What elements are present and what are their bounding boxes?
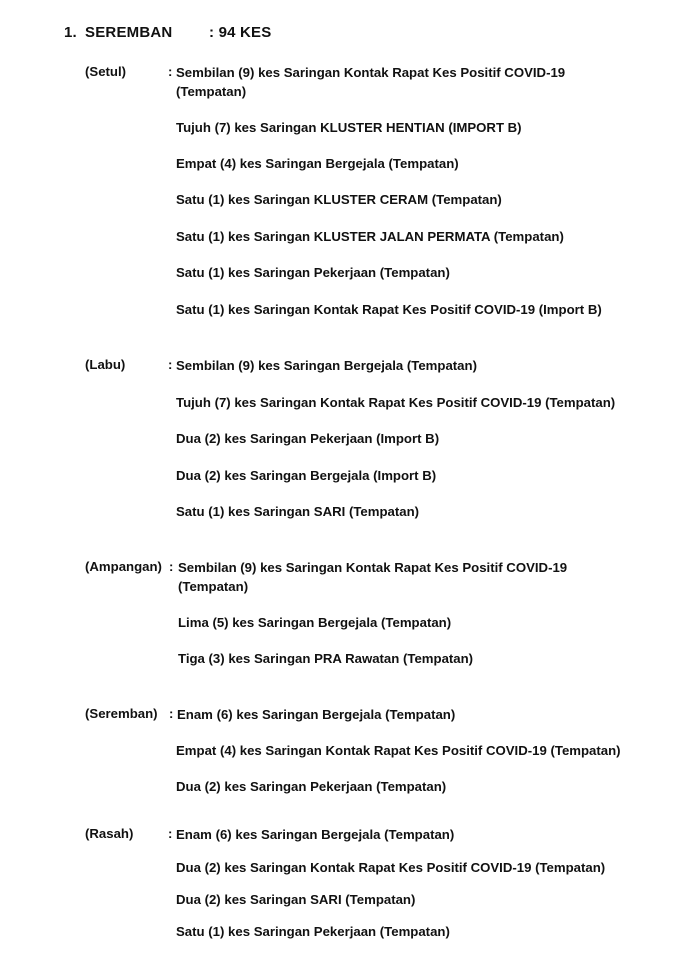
area-label-setul: (Setul)	[85, 64, 127, 79]
district-name: SEREMBAN	[85, 24, 173, 41]
list-item: Satu (1) kes Saringan SARI (Tempatan)	[176, 504, 420, 519]
list-item: Dua (2) kes Saringan Pekerjaan (Import B)	[176, 431, 440, 446]
list-item: Dua (2) kes Saringan Pekerjaan (Tempatan)	[176, 779, 447, 794]
list-item: Empat (4) kes Saringan Kontak Rapat Kes Positif COVID-19 (Tempatan)	[176, 743, 621, 758]
area-colon: :	[168, 64, 173, 79]
area-label-labu: (Labu)	[85, 357, 126, 372]
area-colon: :	[169, 706, 174, 721]
list-item: Satu (1) kes Saringan Pekerjaan (Tempatan)	[176, 924, 450, 939]
area-label-seremban: (Seremban)	[85, 706, 158, 721]
district-heading	[64, 24, 271, 41]
list-item: Sembilan (9) kes Saringan Kontak Rapat Kes Positif COVID-19 (Tempatan)	[178, 560, 568, 594]
list-item: Tiga (3) kes Saringan PRA Rawatan (Tempatan)	[178, 651, 474, 666]
list-item: Satu (1) kes Saringan KLUSTER CERAM (Tempatan)	[176, 192, 502, 207]
area-label-rasah: (Rasah)	[85, 826, 134, 841]
list-item: Empat (4) kes Saringan Bergejala (Tempatan)	[176, 156, 459, 171]
list-item: Tujuh (7) kes Saringan Kontak Rapat Kes Positif COVID-19 (Tempatan)	[176, 395, 616, 410]
list-item: Enam (6) kes Saringan Bergejala (Tempatan)	[176, 827, 455, 842]
list-item: Dua (2) kes Saringan Kontak Rapat Kes Positif COVID-19 (Tempatan)	[176, 860, 606, 875]
list-item: Enam (6) kes Saringan Bergejala (Tempatan)	[177, 707, 456, 722]
area-colon: :	[168, 826, 173, 841]
list-item: Lima (5) kes Saringan Bergejala (Tempatan)	[178, 615, 452, 630]
area-colon: :	[168, 357, 173, 372]
area-label-ampangan: (Ampangan)	[85, 559, 162, 574]
area-colon: :	[169, 559, 174, 574]
list-item: Satu (1) kes Saringan Pekerjaan (Tempatan)	[176, 265, 450, 280]
district-total: : 94 KES	[209, 24, 272, 41]
district-number: 1.	[64, 24, 77, 41]
list-item: Satu (1) kes Saringan Kontak Rapat Kes Positif COVID-19 (Import B)	[176, 302, 602, 317]
list-item: Sembilan (9) kes Saringan Bergejala (Tempatan)	[176, 358, 477, 373]
list-item: Sembilan (9) kes Saringan Kontak Rapat Kes Positif COVID-19 (Tempatan)	[176, 65, 566, 99]
list-item: Dua (2) kes Saringan Bergejala (Import B)	[176, 468, 437, 483]
list-item: Tujuh (7) kes Saringan KLUSTER HENTIAN (IMPORT B)	[176, 120, 522, 135]
list-item: Dua (2) kes Saringan SARI (Tempatan)	[176, 892, 416, 907]
list-item: Satu (1) kes Saringan KLUSTER JALAN PERMATA (Tempatan)	[176, 229, 564, 244]
